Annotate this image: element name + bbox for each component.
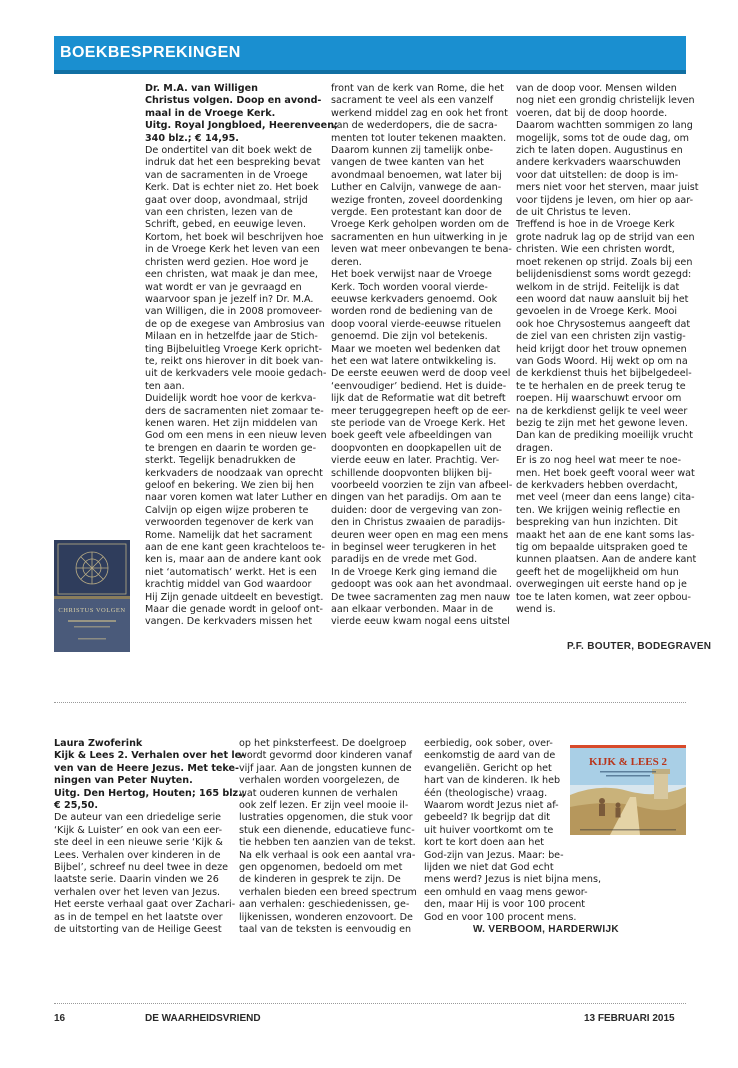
- text-line: vergde. Een protestant kan door de: [331, 207, 502, 219]
- text-line: ningen van Peter Nuyten.: [54, 775, 193, 787]
- text-line: vangen de twee kanten van het: [331, 157, 484, 169]
- text-line: Daarom kunnen zij tamelijk onbe-: [331, 145, 493, 157]
- text-line: gevoelen in de Vroege Kerk. Mooi: [516, 306, 678, 318]
- text-line: Schrift, gebed, en eeuwige leven.: [145, 219, 307, 231]
- text-line: met veel (meer dan eens lange) cita-: [516, 492, 695, 504]
- text-line: Treffend is hoe in de Vroege Kerk: [516, 219, 675, 231]
- text-line: Kerk. Toch worden vooral vierde-: [331, 281, 488, 293]
- text-line: vierde eeuw kwam nogal eens uitstel: [331, 616, 510, 628]
- text-line: menten tot louter tekenen maakten.: [331, 132, 507, 144]
- text-line: ten. We krijgen weinig reflectie en: [516, 504, 681, 516]
- text-line: Het eerste verhaal gaat over Zachari-: [54, 899, 236, 911]
- text-line: christen. Wie een christen wordt,: [516, 244, 675, 256]
- text-line: overwegingen uit eerste hand op je: [516, 579, 687, 591]
- text-line: te, reikt ons hierover in dit boek van-: [145, 355, 324, 367]
- text-line: wend is.: [516, 604, 556, 616]
- text-line: vijf jaar. Aan de jongsten kunnen de: [239, 762, 412, 774]
- text-line: de ziel van een christen zijn vastig-: [516, 331, 686, 343]
- text-line: doop vooral vierde-eeuwse rituelen: [331, 318, 502, 330]
- text-line: Kortom, het boek wil beschrijven hoe: [145, 231, 324, 243]
- review1-column-2: [331, 83, 516, 629]
- text-line: andere kerkvaders waarschuwden: [516, 157, 681, 169]
- text-line: lijden we niet dat God echt: [424, 862, 554, 874]
- text-line: den, maar Hij is voor 100 procent: [424, 899, 586, 911]
- text-line: Luther en Calvijn, vanwege de aan-: [331, 182, 502, 194]
- text-line: boek geeft vele afbeeldingen van: [331, 430, 492, 442]
- text-line: deren.: [331, 256, 362, 268]
- text-line: lijkenissen, wonderen enzovoort. De: [239, 911, 413, 923]
- text-line: sacrament te veel als een vanzelf: [331, 95, 494, 107]
- text-line: zich te laten dopen. Augustinus en: [516, 145, 683, 157]
- text-line: ‘eenvoudiger’ bediend. Het is duide-: [331, 380, 507, 392]
- text-line: de uitstorting van de Heilige Geest: [54, 924, 222, 936]
- text-line: Christus volgen. Doop en avond-: [145, 95, 322, 107]
- text-line: bezig te zijn met het gewone leven.: [516, 417, 688, 429]
- text-line: Milaan en in hetzelfde jaar de Stich-: [145, 331, 318, 343]
- text-line: Laura Zwoferink: [54, 738, 143, 749]
- text-line: wat wordt er van je gevraagd en: [145, 281, 302, 293]
- text-line: bespreking van hun inzichten. Dit: [516, 517, 678, 529]
- text-line: roepen. Hij waarschuwt ervoor om: [516, 393, 682, 405]
- text-line: verhalen worden voorgelezen, de: [239, 775, 400, 787]
- text-line: Dr. M.A. van Willigen: [145, 83, 258, 94]
- book-cover-kijk-lees-2: [570, 745, 686, 835]
- text-line: voorbeeld voorzien te zijn van afbeel-: [331, 480, 513, 491]
- text-line: gen opgenomen, bedoeld om met: [239, 862, 403, 874]
- text-line: geloof en bekering. We zien bij hen: [145, 480, 314, 491]
- text-line: ven van de Heere Jezus. Met teke-: [54, 762, 240, 774]
- text-line: deuren weer open en mag een mens: [331, 529, 509, 541]
- review1-column-1: [145, 83, 338, 629]
- text-line: ken is, maar aan de andere kant ook: [145, 554, 322, 566]
- text-line: De ondertitel van dit boek wekt de: [145, 145, 312, 157]
- text-line: sterkt. Tegelijk benadrukken de: [145, 455, 296, 467]
- text-line: Het boek verwijst naar de Vroege: [331, 269, 492, 281]
- text-line: Rome. Namelijk dat het sacrament: [145, 529, 312, 541]
- text-line: taal van de teksten is eenvoudig en: [239, 924, 412, 936]
- text-line: maal in de Vroege Kerk.: [145, 107, 276, 119]
- text-line: vangen. De kerkvaders missen het: [145, 616, 313, 628]
- text-line: Er is zo nog heel wat meer te noe-: [516, 455, 682, 467]
- text-line: dingen van het paradijs. Om aan te: [331, 492, 502, 504]
- review2-signature: W. VERBOOM, HARDERWIJK: [473, 924, 619, 935]
- text-line: Maar we moeten wel bedenken dat: [331, 343, 501, 355]
- text-line: welkom in de strijd. Feitelijk is dat: [516, 281, 680, 293]
- text-line: waarvoor span je jezelf in? Dr. M.A.: [145, 293, 314, 305]
- text-line: in beginsel weer terugkeren in het: [331, 542, 497, 554]
- text-line: vierde eeuw en later. Prachtig. Ver-: [331, 455, 500, 467]
- text-line: stuk een dienende, educatieve func-: [239, 824, 415, 836]
- text-line: wordt gevormd door kinderen vanaf: [239, 750, 412, 762]
- text-line: paradijs en de vrede met God.: [331, 554, 478, 566]
- text-line: van Willigen, die in 2008 promoveer-: [145, 306, 322, 318]
- text-line: eenkomstig de aard van de: [424, 750, 556, 762]
- text-line: van de sacramenten in de Vroege: [145, 169, 308, 181]
- text-line: avondmaal benoemen, wat later bij: [331, 169, 502, 181]
- text-line: eerbiedig, ook sober, over-: [424, 738, 553, 749]
- text-line: één (theologische) vraag.: [424, 787, 548, 799]
- text-line: wat ouderen kunnen de verhalen: [239, 787, 398, 799]
- text-line: wezige fronten, zoveel doordenking: [331, 194, 503, 206]
- text-line: indruk dat het een bespreking bevat: [145, 157, 321, 169]
- text-line: mens werd? Jezus is niet bijna mens,: [424, 874, 602, 886]
- text-line: Uitg. Royal Jongbloed, Heerenveen;: [145, 120, 338, 132]
- text-line: te brengen en daarin te worden ge-: [145, 442, 317, 454]
- text-line: de uit Christus te leven.: [516, 207, 631, 219]
- text-line: den in Christus zwaaien de paradijs-: [331, 517, 506, 529]
- cover1-title: CHRISTUS VOLGEN: [58, 607, 126, 614]
- text-line: Dan kan de prediking moeilijk vrucht: [516, 430, 693, 442]
- text-line: voeren, dat bij de doop hoorde.: [516, 107, 668, 119]
- text-line: leven wat meer onbevangen te bena-: [331, 244, 512, 256]
- text-line: Kijk & Lees 2. Verhalen over het le-: [54, 750, 246, 762]
- text-line: God om een mens in een nieuw leven: [145, 430, 327, 442]
- text-line: hart van de kinderen. Ik heb: [424, 775, 561, 787]
- text-line: laatste serie. Daarin vinden we 26: [54, 874, 219, 886]
- text-line: kunnen plaatsen. Aan de andere kant: [516, 554, 697, 566]
- text-line: schillende doopvonten blijken bij-: [331, 467, 492, 479]
- text-line: In de Vroege Kerk ging iemand die: [331, 566, 498, 578]
- review-divider: [54, 702, 686, 703]
- text-line: van Gods Woord. Hij wekt op om na: [516, 355, 688, 367]
- text-line: voor tijdens je leven, om hier op aar-: [516, 194, 694, 206]
- text-line: God en voor 100 procent mens.: [424, 911, 577, 923]
- publication-name: DE WAARHEIDSVRIEND: [145, 1013, 261, 1024]
- text-line: kenen waren. Het zijn middelen van: [145, 417, 318, 429]
- text-line: verhalen bieden een breed spectrum: [239, 886, 417, 898]
- text-line: lijk dat de Reformatie wat dit betreft: [331, 393, 506, 405]
- text-line: God-zijn van Jezus. Maar: be-: [424, 849, 564, 861]
- review1-column-3: [516, 83, 699, 616]
- cover2-title: KIJK & LEES 2: [589, 756, 667, 768]
- text-line: de kerkdienst thuis het bijbelgedeel-: [516, 368, 692, 380]
- book-cover-christus-volgen: [54, 540, 130, 652]
- text-line: meer teruggegrepen heeft op de eer-: [331, 405, 511, 417]
- text-line: Daarom wachtten sommigen zo lang: [516, 120, 693, 132]
- text-line: gaat over doop, avondmaal, strijd: [145, 194, 308, 206]
- text-line: € 25,50.: [54, 800, 99, 812]
- text-line: mers niet voor het sterven, maar juist: [516, 182, 699, 194]
- text-line: van de wederdopers, die de sacra-: [331, 120, 498, 132]
- text-line: de op de exegese van Ambrosius van: [145, 318, 325, 330]
- section-title: BOEKBESPREKINGEN: [60, 44, 241, 61]
- text-line: moet rekenen op strijd. Zoals bij een: [516, 256, 693, 268]
- text-line: aan verhalen: geschiedenissen, ge-: [239, 899, 410, 911]
- text-line: doopvonten en doopkapellen uit de: [331, 442, 502, 454]
- text-line: de kerkvaders hebben overdacht,: [516, 480, 678, 491]
- text-line: maakt het aan de ene kant soms las-: [516, 529, 695, 541]
- text-line: genoemd. Die zijn vol betekenis.: [331, 331, 488, 343]
- text-line: de kinderen in gesprek te zijn. De: [239, 874, 401, 886]
- text-line: niet ‘automatisch’ werkt. Het is een: [145, 566, 317, 578]
- text-line: aan de ene kant geen krachteloos te-: [145, 542, 326, 554]
- text-line: naar voren komen wat later Luther en: [145, 492, 328, 504]
- page-number: 16: [54, 1013, 66, 1024]
- text-line: belijdenisdienst soms wordt gezegd:: [516, 269, 692, 281]
- text-line: dragen.: [516, 442, 554, 454]
- text-line: De auteur van een driedelige serie: [54, 812, 222, 824]
- text-line: in de Vroege Kerk het leven van een: [145, 244, 320, 256]
- text-line: men. Het boek geeft vooral weer wat: [516, 467, 695, 479]
- text-line: uit de kerkvaders vele mooie gedach-: [145, 368, 327, 380]
- text-line: voor dat uitstellen: de doop is im-: [516, 169, 679, 181]
- text-line: De twee sacramenten zag men nauw: [331, 591, 511, 603]
- text-line: Duidelijk wordt hoe voor de kerkva-: [145, 393, 317, 405]
- text-line: ders de sacramenten niet zomaar te-: [145, 405, 324, 417]
- text-line: ook hoe Chrysostemus aangeeft dat: [516, 318, 691, 330]
- text-line: verhalen over het leven van Jezus.: [54, 886, 221, 898]
- issue-date: 13 FEBRUARI 2015: [584, 1013, 675, 1024]
- text-line: ting Bijbeluitleg Vroege Kerk opricht-: [145, 343, 322, 355]
- text-line: Uitg. Den Hertog, Houten; 165 blz.,: [54, 787, 246, 799]
- text-line: De eerste eeuwen werd de doop veel: [331, 368, 511, 380]
- text-line: Hij Zijn genade uitdeelt en bevestigt.: [145, 591, 324, 603]
- text-line: gebeeld? Ik begrijp dat dit: [424, 812, 551, 824]
- text-line: gedoopt was ook aan het avondmaal.: [331, 579, 512, 591]
- text-line: Calvijn op eigen wijze proberen te: [145, 504, 309, 516]
- text-line: kort te kort doen aan het: [424, 837, 545, 849]
- text-line: ste deel in een nieuwe serie ‘Kijk &: [54, 837, 223, 849]
- text-line: aan elkaar verbonden. Maar in de: [331, 604, 494, 616]
- text-line: lustraties opgenomen, die stuk voor: [239, 812, 413, 824]
- text-line: op het pinksterfeest. De doelgroep: [239, 738, 407, 749]
- text-line: 340 blz.; € 14,95.: [145, 132, 239, 144]
- text-line: toe te laten komen, wat zeer opbou-: [516, 591, 691, 603]
- text-line: na de kerkdienst gelijk te veel weer: [516, 405, 688, 417]
- text-line: ook zelf lezen. Er zijn veel mooie il-: [239, 800, 409, 812]
- footer-divider: [54, 1003, 686, 1004]
- text-line: tig om bepaalde uitspraken goed te: [516, 542, 688, 554]
- text-line: kerkvaders de noodzaak van oprecht: [145, 467, 323, 479]
- text-line: grote nadruk lag op de strijd van een: [516, 231, 695, 243]
- text-line: Vroege Kerk geholpen worden om de: [331, 219, 509, 231]
- text-line: as in de tempel en het laatste over: [54, 911, 223, 923]
- text-line: het een wat latere ontwikkeling is.: [331, 355, 497, 367]
- section-banner: [54, 36, 686, 74]
- text-line: Waarom wordt Jezus niet af-: [424, 800, 559, 812]
- text-line: eeuwse kerkvaders genoemd. Ook: [331, 293, 498, 305]
- text-line: te te herhalen en de preek terug te: [516, 380, 686, 392]
- text-line: ste periode van de Vroege Kerk. Het: [331, 417, 506, 429]
- text-line: krachtig middel van God waardoor: [145, 579, 312, 591]
- text-line: nog niet een grondig christelijk leven: [516, 95, 695, 107]
- text-line: van een christen, lezen van de: [145, 207, 293, 219]
- text-line: Kerk. Dat is echter niet zo. Het boek: [145, 182, 319, 194]
- text-line: uit huiver voortkomt om te: [424, 824, 554, 836]
- review2-column-1: [54, 738, 246, 937]
- text-line: een christen, wat maak je dan mee,: [145, 269, 318, 281]
- text-line: Maar die genade wordt in geloof ont-: [145, 604, 323, 616]
- text-line: een omhuld en vaag mens gewor-: [424, 886, 588, 898]
- text-line: ‘Kijk & Luister’ en ook van een eer-: [54, 824, 223, 836]
- text-line: christen werd gezien. Hoe word je: [145, 256, 309, 268]
- text-line: van de doop voor. Mensen wilden: [516, 83, 677, 94]
- text-line: Bijbel’, schreef nu deel twee in deze: [54, 862, 229, 874]
- text-line: geeft het de mogelijkheid om hun: [516, 566, 679, 578]
- review1-signature: P.F. BOUTER, BODEGRAVEN: [567, 641, 712, 652]
- text-line: front van de kerk van Rome, die het: [331, 83, 504, 94]
- text-line: verwoorden tegenover de kerk van: [145, 517, 314, 529]
- text-line: worden rond de bediening van de: [331, 306, 493, 318]
- text-line: evangeliën. Gericht op het: [424, 762, 552, 774]
- text-line: tie hebben ten aanzien van de tekst.: [239, 837, 416, 849]
- text-line: Na elk verhaal is ook een aantal vra-: [239, 849, 416, 861]
- text-line: duiden: door de vergeving van zon-: [331, 504, 503, 516]
- text-line: mogelijk, soms tot de oude dag, om: [516, 132, 689, 144]
- text-line: sacramenten en hun uitwerking in je: [331, 231, 508, 243]
- text-line: ten aan.: [145, 380, 185, 392]
- text-line: werkend middel zag en ook het front: [331, 107, 508, 119]
- text-line: heid krijgt door het trouw opnemen: [516, 343, 687, 355]
- text-line: Lees. Verhalen over kinderen in de: [54, 849, 221, 861]
- text-line: een woord dat nauw aansluit bij het: [516, 293, 689, 305]
- review2-column-2: [239, 738, 424, 937]
